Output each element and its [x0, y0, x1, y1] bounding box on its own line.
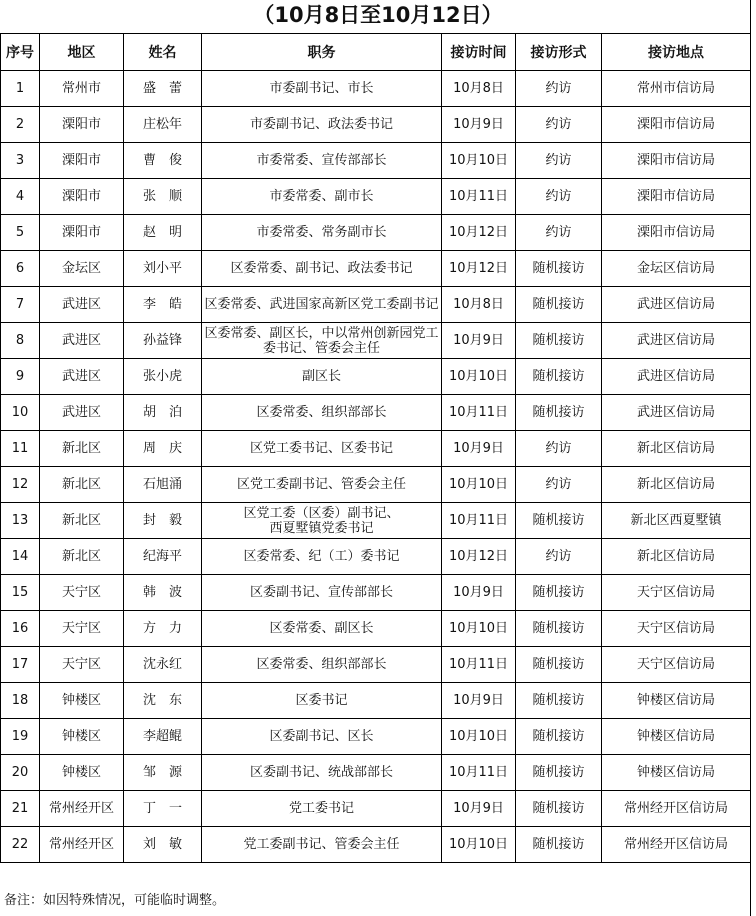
- cell-date: 10月9日: [442, 323, 516, 359]
- table-row: [1, 755, 751, 791]
- cell-date: 10月12日: [442, 251, 516, 287]
- cell-form: 随机接访: [516, 647, 602, 683]
- cell-index: 21: [1, 791, 40, 827]
- cell-location: 溧阳市信访局: [602, 179, 751, 215]
- cell-date: 10月9日: [442, 107, 516, 143]
- cell-location: 新北区信访局: [602, 539, 751, 575]
- cell-location: 天宁区信访局: [602, 611, 751, 647]
- cell-location: 武进区信访局: [602, 359, 751, 395]
- cell-date: 10月10日: [442, 611, 516, 647]
- table-header-row: [1, 34, 751, 71]
- cell-index: 18: [1, 683, 40, 719]
- table-row: [1, 791, 751, 827]
- cell-region: 新北区: [40, 503, 124, 539]
- cell-position: 党工委书记: [202, 791, 442, 827]
- table-row: [1, 503, 751, 539]
- cell-region: 常州经开区: [40, 827, 124, 863]
- column-header-region: 地区: [40, 34, 124, 71]
- cell-date: 10月9日: [442, 575, 516, 611]
- cell-name: 张小虎: [124, 359, 202, 395]
- cell-region: 天宁区: [40, 575, 124, 611]
- cell-region: 武进区: [40, 359, 124, 395]
- column-header-location: 接访地点: [602, 34, 751, 71]
- cell-name: 石旭涌: [124, 467, 202, 503]
- cell-index: 1: [1, 71, 40, 107]
- cell-name: 孙益锋: [124, 323, 202, 359]
- cell-index: 15: [1, 575, 40, 611]
- cell-form: 随机接访: [516, 611, 602, 647]
- table-row: [1, 719, 751, 755]
- cell-region: 溧阳市: [40, 179, 124, 215]
- cell-location: 新北区信访局: [602, 467, 751, 503]
- cell-index: 10: [1, 395, 40, 431]
- cell-index: 14: [1, 539, 40, 575]
- cell-date: 10月11日: [442, 503, 516, 539]
- cell-form: 约访: [516, 215, 602, 251]
- cell-index: 5: [1, 215, 40, 251]
- cell-region: 天宁区: [40, 647, 124, 683]
- cell-index: 3: [1, 143, 40, 179]
- cell-position: 副区长: [202, 359, 442, 395]
- cell-position: 区党工委书记、区委书记: [202, 431, 442, 467]
- cell-name: 沈永红: [124, 647, 202, 683]
- cell-date: 10月11日: [442, 179, 516, 215]
- table-row: [1, 215, 751, 251]
- cell-index: 8: [1, 323, 40, 359]
- cell-region: 钟楼区: [40, 755, 124, 791]
- cell-date: 10月9日: [442, 791, 516, 827]
- table-row: [1, 467, 751, 503]
- cell-region: 钟楼区: [40, 683, 124, 719]
- table-row: [1, 359, 751, 395]
- table-row: [1, 647, 751, 683]
- cell-region: 新北区: [40, 467, 124, 503]
- cell-form: 约访: [516, 539, 602, 575]
- cell-region: 溧阳市: [40, 215, 124, 251]
- cell-position: 区委常委、副区长: [202, 611, 442, 647]
- cell-date: 10月12日: [442, 215, 516, 251]
- table-row: [1, 323, 751, 359]
- cell-position: 区委副书记、宣传部部长: [202, 575, 442, 611]
- cell-location: 钟楼区信访局: [602, 683, 751, 719]
- cell-region: 溧阳市: [40, 143, 124, 179]
- column-header-position: 职务: [202, 34, 442, 71]
- cell-region: 武进区: [40, 323, 124, 359]
- cell-date: 10月11日: [442, 395, 516, 431]
- cell-form: 约访: [516, 71, 602, 107]
- footnote: 备注：如因特殊情况，可能临时调整。: [4, 893, 226, 908]
- cell-position: 区委常委、副区长，中以常州创新园党工委书记、管委会主任: [202, 323, 442, 359]
- cell-position: 区党工委副书记、管委会主任: [202, 467, 442, 503]
- cell-date: 10月9日: [442, 683, 516, 719]
- cell-location: 新北区西夏墅镇: [602, 503, 751, 539]
- cell-region: 常州经开区: [40, 791, 124, 827]
- cell-name: 韩 波: [124, 575, 202, 611]
- cell-location: 武进区信访局: [602, 287, 751, 323]
- cell-position: 市委副书记、政法委书记: [202, 107, 442, 143]
- cell-position: 区委常委、组织部部长: [202, 647, 442, 683]
- cell-region: 溧阳市: [40, 107, 124, 143]
- cell-form: 随机接访: [516, 683, 602, 719]
- cell-name: 邹 源: [124, 755, 202, 791]
- cell-name: 沈 东: [124, 683, 202, 719]
- cell-location: 钟楼区信访局: [602, 719, 751, 755]
- table-row: [1, 71, 751, 107]
- column-header-date: 接访时间: [442, 34, 516, 71]
- column-header-form: 接访形式: [516, 34, 602, 71]
- cell-name: 周 庆: [124, 431, 202, 467]
- cell-date: 10月10日: [442, 719, 516, 755]
- cell-name: 曹 俊: [124, 143, 202, 179]
- cell-location: 溧阳市信访局: [602, 143, 751, 179]
- cell-name: 封 毅: [124, 503, 202, 539]
- cell-index: 22: [1, 827, 40, 863]
- cell-index: 7: [1, 287, 40, 323]
- cell-index: 16: [1, 611, 40, 647]
- cell-region: 新北区: [40, 539, 124, 575]
- cell-location: 常州经开区信访局: [602, 791, 751, 827]
- cell-name: 刘 敏: [124, 827, 202, 863]
- cell-date: 10月12日: [442, 539, 516, 575]
- column-header-index: 序号: [1, 34, 40, 71]
- cell-position: 区委副书记、区长: [202, 719, 442, 755]
- cell-position: 市委常委、常务副市长: [202, 215, 442, 251]
- cell-date: 10月10日: [442, 827, 516, 863]
- cell-form: 随机接访: [516, 359, 602, 395]
- cell-location: 常州经开区信访局: [602, 827, 751, 863]
- table-row: [1, 395, 751, 431]
- cell-region: 钟楼区: [40, 719, 124, 755]
- cell-position: 市委常委、副市长: [202, 179, 442, 215]
- cell-index: 9: [1, 359, 40, 395]
- table-row: [1, 251, 751, 287]
- cell-form: 约访: [516, 107, 602, 143]
- cell-position: 区党工委（区委）副书记、 西夏墅镇党委书记: [202, 503, 442, 539]
- cell-form: 随机接访: [516, 827, 602, 863]
- cell-date: 10月10日: [442, 143, 516, 179]
- table-row: [1, 539, 751, 575]
- cell-form: 随机接访: [516, 323, 602, 359]
- cell-region: 天宁区: [40, 611, 124, 647]
- table-row: [1, 431, 751, 467]
- cell-form: 约访: [516, 431, 602, 467]
- cell-name: 胡 泊: [124, 395, 202, 431]
- cell-form: 随机接访: [516, 791, 602, 827]
- cell-index: 20: [1, 755, 40, 791]
- cell-form: 约访: [516, 179, 602, 215]
- cell-location: 天宁区信访局: [602, 647, 751, 683]
- table-row: [1, 287, 751, 323]
- table-row: [1, 827, 751, 863]
- cell-position: 区委副书记、统战部部长: [202, 755, 442, 791]
- reception-schedule-table: [0, 33, 751, 863]
- cell-position: 市委常委、宣传部部长: [202, 143, 442, 179]
- cell-position: 区委常委、武进国家高新区党工委副书记: [202, 287, 442, 323]
- table-row: [1, 107, 751, 143]
- cell-position: 党工委副书记、管委会主任: [202, 827, 442, 863]
- cell-region: 武进区: [40, 287, 124, 323]
- cell-form: 约访: [516, 143, 602, 179]
- page-title: （10月8日至10月12日）: [253, 3, 503, 27]
- cell-position: 区委常委、纪（工）委书记: [202, 539, 442, 575]
- cell-region: 常州市: [40, 71, 124, 107]
- cell-index: 12: [1, 467, 40, 503]
- cell-name: 赵 明: [124, 215, 202, 251]
- table-row: [1, 611, 751, 647]
- cell-name: 李 皓: [124, 287, 202, 323]
- cell-form: 随机接访: [516, 719, 602, 755]
- cell-name: 丁 一: [124, 791, 202, 827]
- cell-index: 17: [1, 647, 40, 683]
- cell-date: 10月11日: [442, 755, 516, 791]
- cell-position: 区委书记: [202, 683, 442, 719]
- cell-index: 13: [1, 503, 40, 539]
- cell-index: 6: [1, 251, 40, 287]
- cell-position: 区委常委、副书记、政法委书记: [202, 251, 442, 287]
- cell-form: 随机接访: [516, 251, 602, 287]
- column-header-name: 姓名: [124, 34, 202, 71]
- table-row: [1, 143, 751, 179]
- table-right-border: [750, 0, 751, 916]
- cell-form: 随机接访: [516, 287, 602, 323]
- cell-location: 溧阳市信访局: [602, 107, 751, 143]
- cell-name: 庄松年: [124, 107, 202, 143]
- cell-name: 盛 蕾: [124, 71, 202, 107]
- cell-form: 随机接访: [516, 503, 602, 539]
- cell-date: 10月11日: [442, 647, 516, 683]
- cell-form: 随机接访: [516, 395, 602, 431]
- cell-index: 2: [1, 107, 40, 143]
- cell-name: 李超鲲: [124, 719, 202, 755]
- cell-position: 区委常委、组织部部长: [202, 395, 442, 431]
- cell-form: 随机接访: [516, 575, 602, 611]
- cell-name: 张 顺: [124, 179, 202, 215]
- table-row: [1, 179, 751, 215]
- cell-location: 新北区信访局: [602, 431, 751, 467]
- cell-location: 溧阳市信访局: [602, 215, 751, 251]
- cell-name: 纪海平: [124, 539, 202, 575]
- cell-index: 4: [1, 179, 40, 215]
- cell-date: 10月10日: [442, 359, 516, 395]
- table-row: [1, 575, 751, 611]
- cell-location: 武进区信访局: [602, 395, 751, 431]
- cell-name: 方 力: [124, 611, 202, 647]
- cell-region: 新北区: [40, 431, 124, 467]
- cell-position: 市委副书记、市长: [202, 71, 442, 107]
- cell-date: 10月10日: [442, 467, 516, 503]
- cell-location: 天宁区信访局: [602, 575, 751, 611]
- cell-form: 约访: [516, 467, 602, 503]
- cell-name: 刘小平: [124, 251, 202, 287]
- cell-location: 常州市信访局: [602, 71, 751, 107]
- cell-index: 11: [1, 431, 40, 467]
- cell-index: 19: [1, 719, 40, 755]
- cell-region: 金坛区: [40, 251, 124, 287]
- cell-date: 10月8日: [442, 287, 516, 323]
- cell-location: 武进区信访局: [602, 323, 751, 359]
- cell-location: 钟楼区信访局: [602, 755, 751, 791]
- cell-form: 随机接访: [516, 755, 602, 791]
- cell-date: 10月8日: [442, 71, 516, 107]
- cell-region: 武进区: [40, 395, 124, 431]
- table-row: [1, 683, 751, 719]
- cell-location: 金坛区信访局: [602, 251, 751, 287]
- cell-date: 10月9日: [442, 431, 516, 467]
